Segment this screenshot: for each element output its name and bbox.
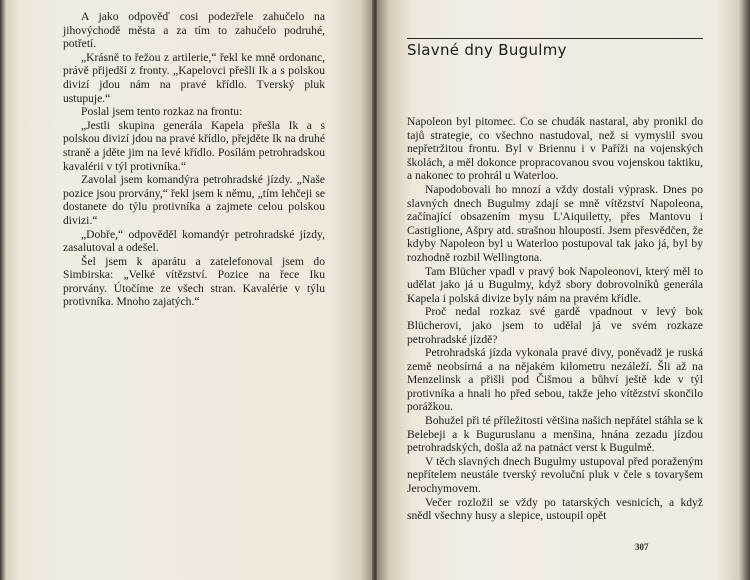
paragraph: Poslal jsem tento rozkaz na frontu: (81, 105, 243, 119)
right-page (377, 0, 750, 580)
paragraph: „Krásně to řežou z artilerie,“ řekl ke mně ordonanc, právě přijedší z fronty. „Kapelovci přešli Ik a s polskou divizí jdou nám na pravé křídlo. Tverský pluk ustupuje.“ (63, 50, 325, 105)
paragraph: V těch slavných dnech Bugulmy ustupoval před poraženým nepřítelem neustále tverský revoluční pluk v čele s tovaryšem Jerochymovem. (407, 454, 703, 496)
left-page (0, 0, 373, 580)
paragraph: „Jestli skupina generála Kapela přešla Ik a s polskou divizí jdou na pravé křídlo, přejděte Ik na druhé straně a jděte jim na levé křídlo. Posílám petrohradskou kavalérii v týl protivníka.“ (63, 118, 325, 173)
paragraph: Tam Blücher vpadl v pravý bok Napoleonovi, který měl to udělat jako já u Bugulmy, když sbory dobrovolníků generála Kapela i polská divize byly nám na pravém křídle. (407, 264, 703, 305)
right-page-text (407, 115, 703, 523)
paragraph: Proč nedal rozkaz své gardě vpadnout v levý bok Blücherovi, jako jsem to udělal já ve svém rozkaze petrohradské jízdě? (407, 305, 703, 346)
chapter-title: Slavné dny Bugulmy (407, 41, 567, 59)
paragraph: Petrohradská jízda vykonala pravé divy, poněvadž je ruská země neobsírná a na nějakém kilometru nezáleží. Šli až na Menzelinsk a přišli pod Čišmou a bůhví ještě kde v týl protivníka a hnali ho před sebou, takže jeho vítězství skončilo porážkou. (407, 346, 703, 414)
page-number: 307 (635, 542, 649, 552)
paragraph: Napoleon byl pitomec. Co se chudák nastaral, aby pronikl do tajů strategie, co všechno nastudoval, než si vymyslil svou nepřetržitou frontu. Byl v Briennu i v Paříži na vojenských školách, a měl dokonce propracovanou svou vojenskou taktiku, a nakonec to prohrál u Waterloo. (407, 115, 703, 183)
left-page-text (63, 10, 325, 309)
chapter-rule (407, 38, 703, 39)
paragraph: Napodobovali ho mnozí a vždy dostali výprask. Dnes po slavných dnech Bugulmy zdají se mně vítězství Napoleona, začínající obsazením mysu L'Aiquiletty, přes Mantovu i Castiglione, Ašpry atd. strašnou hloupostí. Jsem přesvědčen, že kdyby Napoleon byl u Waterloo postupoval tak jako já, byl by rozhodně rozbil Wellingtona. (407, 182, 703, 264)
paragraph: A jako odpověď cosi podezřele zahučelo na jihovýchodě města a za tím to zahučelo podruhé, potřetí. (63, 10, 325, 51)
paragraph: Večer rozložil se vždy po tatarských vesnicích, a když snědl všechny husy a slepice, ustoupil opět (407, 495, 703, 523)
paragraph: Šel jsem k aparátu a zatelefonoval jsem do Simbirska: „Velké vítězství. Pozice na řece Iku prorvány. Útočíme ze všech stran. Kavalérie v týlu protivníka. Mnoho zajatých.“ (63, 254, 325, 309)
paragraph: Zavolal jsem komandýra petrohradské jízdy. „Naše pozice jsou prorvány,“ řekl jsem k němu, „tím lehčeji se dostanete do týlu protivníka a zajmete celou polskou divizi.“ (63, 173, 325, 227)
paragraph: Bohužel při té příležitosti většina našich nepřátel stáhla se k Belebeji a k Buguruslanu a menšina, hnána zezadu jízdou petrohradských, došla až na patnáct verst k Bugulmě. (407, 414, 703, 455)
paragraph: „Dobře,“ odpověděl komandýr petrohradské jízdy, zasalutoval a odešel. (63, 227, 325, 255)
